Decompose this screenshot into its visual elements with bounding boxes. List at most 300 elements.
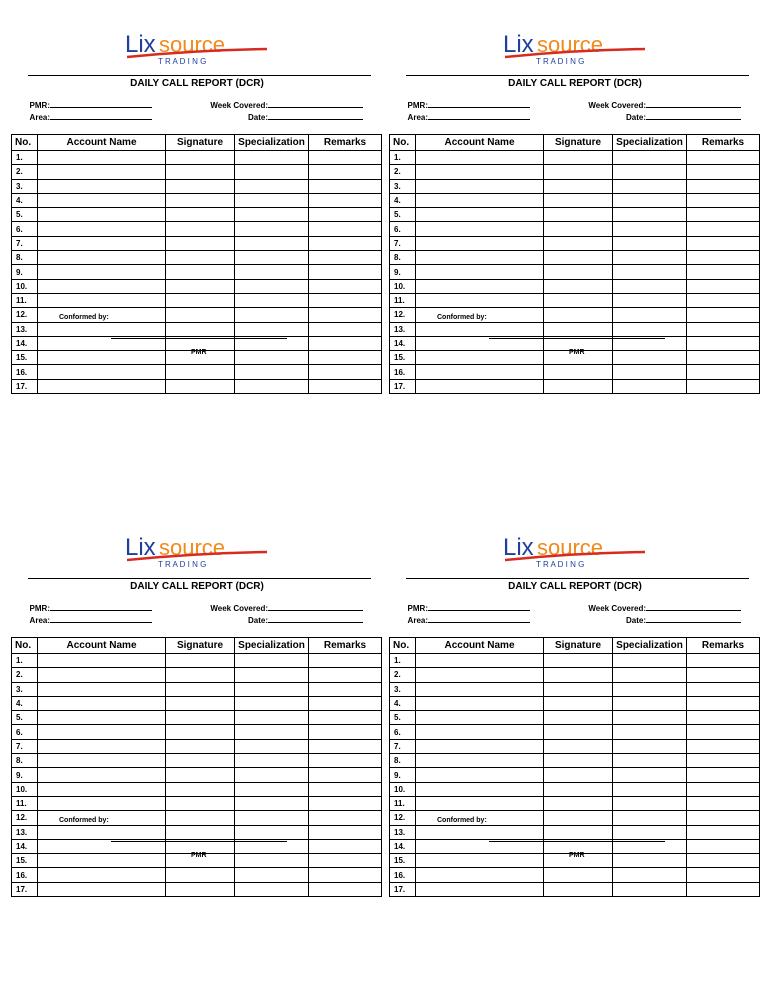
row-number: 6. xyxy=(12,725,38,739)
account-name-cell[interactable] xyxy=(416,365,544,379)
signature-cell[interactable] xyxy=(544,179,613,193)
signature-cell[interactable] xyxy=(166,825,235,839)
signature-cell[interactable] xyxy=(544,193,613,207)
remarks-cell[interactable] xyxy=(309,782,382,796)
signature-cell[interactable] xyxy=(544,711,613,725)
account-name-cell[interactable] xyxy=(38,868,166,882)
signature-cell[interactable] xyxy=(544,725,613,739)
remarks-cell[interactable] xyxy=(687,711,760,725)
date-field[interactable] xyxy=(585,113,741,122)
account-name-cell[interactable] xyxy=(38,179,166,193)
signature-cell[interactable] xyxy=(166,739,235,753)
remarks-cell[interactable] xyxy=(687,351,760,365)
signature-cell[interactable] xyxy=(166,179,235,193)
account-name-cell[interactable] xyxy=(416,754,544,768)
table-row xyxy=(390,265,760,279)
remarks-cell[interactable] xyxy=(309,725,382,739)
remarks-cell[interactable] xyxy=(309,868,382,882)
remarks-cell[interactable] xyxy=(687,782,760,796)
signature-cell[interactable] xyxy=(544,668,613,682)
col-header-signature: Signature xyxy=(544,638,613,654)
account-name-cell[interactable] xyxy=(38,711,166,725)
specialization-cell[interactable] xyxy=(235,796,309,810)
pmr-field[interactable] xyxy=(28,101,152,110)
signature-cell[interactable] xyxy=(544,279,613,293)
col-header-no: No. xyxy=(12,135,38,151)
account-name-cell[interactable] xyxy=(38,825,166,839)
signature-cell[interactable] xyxy=(544,236,613,250)
specialization-cell[interactable] xyxy=(613,811,687,825)
account-name-cell[interactable] xyxy=(416,251,544,265)
specialization-cell[interactable] xyxy=(235,782,309,796)
account-name-cell[interactable] xyxy=(416,711,544,725)
account-name-cell[interactable] xyxy=(416,265,544,279)
remarks-cell[interactable] xyxy=(309,222,382,236)
signature-cell[interactable] xyxy=(544,825,613,839)
account-name-cell[interactable] xyxy=(38,165,166,179)
signature-cell[interactable] xyxy=(544,151,613,165)
remarks-cell[interactable] xyxy=(309,668,382,682)
table-row xyxy=(390,782,760,796)
signature-cell[interactable] xyxy=(166,379,235,393)
account-name-cell[interactable] xyxy=(416,696,544,710)
remarks-cell[interactable] xyxy=(309,854,382,868)
remarks-cell[interactable] xyxy=(309,208,382,222)
signature-cell[interactable] xyxy=(544,222,613,236)
remarks-cell[interactable] xyxy=(309,336,382,350)
signature-cell[interactable] xyxy=(166,811,235,825)
signature-cell[interactable] xyxy=(166,682,235,696)
remarks-cell[interactable] xyxy=(687,696,760,710)
pmr-field[interactable] xyxy=(406,101,530,110)
account-name-cell[interactable] xyxy=(38,293,166,307)
remarks-cell[interactable] xyxy=(687,739,760,753)
specialization-cell[interactable] xyxy=(235,825,309,839)
specialization-cell[interactable] xyxy=(613,293,687,307)
account-name-cell[interactable] xyxy=(416,782,544,796)
signature-cell[interactable] xyxy=(544,365,613,379)
remarks-cell[interactable] xyxy=(687,165,760,179)
signature-cell[interactable] xyxy=(544,782,613,796)
specialization-cell[interactable] xyxy=(613,351,687,365)
remarks-cell[interactable] xyxy=(687,336,760,350)
remarks-cell[interactable] xyxy=(309,754,382,768)
remarks-cell[interactable] xyxy=(687,222,760,236)
remarks-cell[interactable] xyxy=(309,379,382,393)
account-name-cell[interactable] xyxy=(416,379,544,393)
signature-cell[interactable] xyxy=(166,208,235,222)
signature-cell[interactable] xyxy=(166,151,235,165)
remarks-cell[interactable] xyxy=(687,882,760,896)
specialization-cell[interactable] xyxy=(235,151,309,165)
specialization-cell[interactable] xyxy=(235,279,309,293)
pmr-field[interactable] xyxy=(28,604,152,613)
signature-cell[interactable] xyxy=(544,811,613,825)
table-row xyxy=(390,165,760,179)
specialization-cell[interactable] xyxy=(613,151,687,165)
remarks-cell[interactable] xyxy=(687,668,760,682)
signature-cell[interactable] xyxy=(166,193,235,207)
signature-cell[interactable] xyxy=(544,165,613,179)
specialization-cell[interactable] xyxy=(235,222,309,236)
table-row xyxy=(12,711,382,725)
specialization-cell[interactable] xyxy=(613,682,687,696)
remarks-cell[interactable] xyxy=(309,654,382,668)
remarks-cell[interactable] xyxy=(309,711,382,725)
specialization-cell[interactable] xyxy=(613,208,687,222)
specialization-cell[interactable] xyxy=(613,179,687,193)
specialization-cell[interactable] xyxy=(235,293,309,307)
remarks-cell[interactable] xyxy=(687,811,760,825)
account-name-cell[interactable] xyxy=(416,725,544,739)
specialization-cell[interactable] xyxy=(235,365,309,379)
specialization-cell[interactable] xyxy=(235,682,309,696)
signature-cell[interactable] xyxy=(544,293,613,307)
signature-cell[interactable] xyxy=(544,754,613,768)
account-name-cell[interactable] xyxy=(416,179,544,193)
signature-cell[interactable] xyxy=(166,768,235,782)
lixsource-logo xyxy=(389,533,761,569)
account-name-cell[interactable] xyxy=(38,236,166,250)
specialization-cell[interactable] xyxy=(235,251,309,265)
row-number: 3. xyxy=(390,682,416,696)
remarks-cell[interactable] xyxy=(309,279,382,293)
signature-line[interactable] xyxy=(489,338,665,339)
remarks-cell[interactable] xyxy=(309,151,382,165)
signature-cell[interactable] xyxy=(166,696,235,710)
signature-cell[interactable] xyxy=(544,208,613,222)
remarks-cell[interactable] xyxy=(687,193,760,207)
week-covered-field[interactable] xyxy=(585,101,741,110)
lixsource-logo xyxy=(389,30,761,66)
row-number: 16. xyxy=(12,868,38,882)
remarks-cell[interactable] xyxy=(687,379,760,393)
specialization-cell[interactable] xyxy=(613,365,687,379)
specialization-cell[interactable] xyxy=(235,668,309,682)
account-name-cell[interactable] xyxy=(38,322,166,336)
remarks-cell[interactable] xyxy=(309,322,382,336)
remarks-cell[interactable] xyxy=(687,322,760,336)
account-name-cell[interactable] xyxy=(416,351,544,365)
remarks-cell[interactable] xyxy=(687,825,760,839)
area-field[interactable] xyxy=(28,113,152,122)
signature-cell[interactable] xyxy=(166,754,235,768)
remarks-cell[interactable] xyxy=(687,682,760,696)
specialization-cell[interactable] xyxy=(613,782,687,796)
specialization-cell[interactable] xyxy=(613,854,687,868)
table-row xyxy=(390,222,760,236)
signature-cell[interactable] xyxy=(166,711,235,725)
remarks-cell[interactable] xyxy=(687,839,760,853)
specialization-cell[interactable] xyxy=(613,725,687,739)
table-row xyxy=(390,754,760,768)
account-name-cell[interactable] xyxy=(416,854,544,868)
table-header-row xyxy=(390,638,760,654)
area-field[interactable] xyxy=(406,616,530,625)
specialization-cell[interactable] xyxy=(235,854,309,868)
remarks-cell[interactable] xyxy=(309,308,382,322)
account-name-cell[interactable] xyxy=(416,739,544,753)
week-covered-field[interactable] xyxy=(207,101,363,110)
remarks-cell[interactable] xyxy=(309,365,382,379)
row-number: 16. xyxy=(12,365,38,379)
remarks-cell[interactable] xyxy=(309,351,382,365)
signature-cell[interactable] xyxy=(166,251,235,265)
remarks-cell[interactable] xyxy=(687,293,760,307)
remarks-cell[interactable] xyxy=(687,654,760,668)
specialization-cell[interactable] xyxy=(613,251,687,265)
account-name-cell[interactable] xyxy=(416,293,544,307)
account-name-cell[interactable] xyxy=(416,682,544,696)
account-name-cell[interactable] xyxy=(416,279,544,293)
signature-cell[interactable] xyxy=(166,222,235,236)
account-name-cell[interactable] xyxy=(38,279,166,293)
account-name-cell[interactable] xyxy=(38,754,166,768)
specialization-cell[interactable] xyxy=(613,711,687,725)
account-name-cell[interactable] xyxy=(416,768,544,782)
remarks-cell[interactable] xyxy=(309,796,382,810)
table-row xyxy=(390,293,760,307)
signature-cell[interactable] xyxy=(544,796,613,810)
week-covered-field[interactable] xyxy=(585,604,741,613)
specialization-cell[interactable] xyxy=(613,379,687,393)
specialization-cell[interactable] xyxy=(613,668,687,682)
week-covered-field[interactable] xyxy=(207,604,363,613)
remarks-cell[interactable] xyxy=(309,682,382,696)
account-name-cell[interactable] xyxy=(38,251,166,265)
specialization-cell[interactable] xyxy=(235,811,309,825)
signature-cell[interactable] xyxy=(166,668,235,682)
specialization-cell[interactable] xyxy=(613,825,687,839)
signature-cell[interactable] xyxy=(544,882,613,896)
account-name-cell[interactable] xyxy=(38,222,166,236)
specialization-cell[interactable] xyxy=(235,711,309,725)
specialization-cell[interactable] xyxy=(235,754,309,768)
specialization-cell[interactable] xyxy=(613,739,687,753)
row-number: 7. xyxy=(390,236,416,250)
specialization-cell[interactable] xyxy=(235,882,309,896)
account-name-cell[interactable] xyxy=(416,208,544,222)
specialization-cell[interactable] xyxy=(235,308,309,322)
remarks-cell[interactable] xyxy=(687,754,760,768)
area-field[interactable] xyxy=(28,616,152,625)
specialization-cell[interactable] xyxy=(613,165,687,179)
row-number: 16. xyxy=(390,868,416,882)
signature-cell[interactable] xyxy=(166,165,235,179)
account-name-cell[interactable] xyxy=(416,165,544,179)
date-field[interactable] xyxy=(207,616,363,625)
remarks-cell[interactable] xyxy=(687,179,760,193)
specialization-cell[interactable] xyxy=(613,322,687,336)
week-covered-label: Week Covered: xyxy=(588,101,646,110)
signature-cell[interactable] xyxy=(166,725,235,739)
account-name-cell[interactable] xyxy=(38,854,166,868)
remarks-cell[interactable] xyxy=(687,868,760,882)
remarks-cell[interactable] xyxy=(687,279,760,293)
signature-cell[interactable] xyxy=(166,322,235,336)
account-name-cell[interactable] xyxy=(416,151,544,165)
account-name-cell[interactable] xyxy=(38,365,166,379)
specialization-cell[interactable] xyxy=(235,265,309,279)
remarks-cell[interactable] xyxy=(309,882,382,896)
specialization-cell[interactable] xyxy=(235,768,309,782)
specialization-cell[interactable] xyxy=(613,768,687,782)
row-number: 9. xyxy=(12,768,38,782)
pmr-field[interactable] xyxy=(406,604,530,613)
specialization-cell[interactable] xyxy=(235,654,309,668)
signature-cell[interactable] xyxy=(166,279,235,293)
account-name-cell[interactable] xyxy=(38,151,166,165)
specialization-cell[interactable] xyxy=(613,654,687,668)
account-name-cell[interactable] xyxy=(38,782,166,796)
account-name-cell[interactable] xyxy=(416,825,544,839)
remarks-cell[interactable] xyxy=(687,796,760,810)
account-name-cell[interactable] xyxy=(416,654,544,668)
remarks-cell[interactable] xyxy=(309,811,382,825)
account-name-cell[interactable] xyxy=(38,379,166,393)
specialization-cell[interactable] xyxy=(613,236,687,250)
account-name-cell[interactable] xyxy=(38,725,166,739)
table-row xyxy=(390,668,760,682)
signature-cell[interactable] xyxy=(166,868,235,882)
remarks-cell[interactable] xyxy=(687,236,760,250)
date-label: Date: xyxy=(247,616,268,625)
remarks-cell[interactable] xyxy=(309,739,382,753)
signature-cell[interactable] xyxy=(544,696,613,710)
signature-cell[interactable] xyxy=(544,682,613,696)
remarks-cell[interactable] xyxy=(687,151,760,165)
signature-cell[interactable] xyxy=(166,654,235,668)
remarks-cell[interactable] xyxy=(309,193,382,207)
signature-cell[interactable] xyxy=(544,654,613,668)
account-name-cell[interactable] xyxy=(38,739,166,753)
row-number: 4. xyxy=(390,696,416,710)
specialization-cell[interactable] xyxy=(613,882,687,896)
signature-cell[interactable] xyxy=(544,265,613,279)
account-name-cell[interactable] xyxy=(38,265,166,279)
remarks-cell[interactable] xyxy=(687,365,760,379)
remarks-cell[interactable] xyxy=(687,768,760,782)
signature-cell[interactable] xyxy=(166,882,235,896)
signature-cell[interactable] xyxy=(544,308,613,322)
signature-cell[interactable] xyxy=(166,796,235,810)
specialization-cell[interactable] xyxy=(613,265,687,279)
account-name-cell[interactable] xyxy=(38,696,166,710)
specialization-cell[interactable] xyxy=(613,193,687,207)
account-name-cell[interactable] xyxy=(416,868,544,882)
remarks-cell[interactable] xyxy=(309,179,382,193)
specialization-cell[interactable] xyxy=(235,193,309,207)
signature-cell[interactable] xyxy=(544,768,613,782)
remarks-cell[interactable] xyxy=(687,308,760,322)
account-name-cell[interactable] xyxy=(38,193,166,207)
date-field[interactable] xyxy=(207,113,363,122)
remarks-cell[interactable] xyxy=(309,839,382,853)
specialization-cell[interactable] xyxy=(235,351,309,365)
specialization-cell[interactable] xyxy=(235,322,309,336)
remarks-cell[interactable] xyxy=(687,854,760,868)
specialization-cell[interactable] xyxy=(235,379,309,393)
pmr-signature-label: PMR xyxy=(191,852,207,859)
area-field[interactable] xyxy=(406,113,530,122)
specialization-cell[interactable] xyxy=(613,696,687,710)
specialization-cell[interactable] xyxy=(613,754,687,768)
account-name-cell[interactable] xyxy=(38,682,166,696)
row-number: 9. xyxy=(390,265,416,279)
specialization-cell[interactable] xyxy=(235,696,309,710)
signature-cell[interactable] xyxy=(166,236,235,250)
row-number: 4. xyxy=(12,193,38,207)
specialization-cell[interactable] xyxy=(613,868,687,882)
remarks-cell[interactable] xyxy=(309,251,382,265)
signature-cell[interactable] xyxy=(544,322,613,336)
remarks-cell[interactable] xyxy=(309,165,382,179)
remarks-cell[interactable] xyxy=(309,696,382,710)
signature-cell[interactable] xyxy=(544,868,613,882)
account-name-cell[interactable] xyxy=(38,208,166,222)
specialization-cell[interactable] xyxy=(613,222,687,236)
table-row xyxy=(390,868,760,882)
account-name-cell[interactable] xyxy=(38,668,166,682)
remarks-cell[interactable] xyxy=(687,265,760,279)
date-field[interactable] xyxy=(585,616,741,625)
signature-cell[interactable] xyxy=(166,265,235,279)
account-name-cell[interactable] xyxy=(38,882,166,896)
specialization-cell[interactable] xyxy=(613,796,687,810)
specialization-cell[interactable] xyxy=(235,179,309,193)
account-name-cell[interactable] xyxy=(416,796,544,810)
specialization-cell[interactable] xyxy=(235,739,309,753)
specialization-cell[interactable] xyxy=(235,868,309,882)
account-name-cell[interactable] xyxy=(416,193,544,207)
account-name-cell[interactable] xyxy=(416,222,544,236)
remarks-cell[interactable] xyxy=(687,725,760,739)
signature-cell[interactable] xyxy=(544,379,613,393)
remarks-cell[interactable] xyxy=(309,825,382,839)
account-name-cell[interactable] xyxy=(416,236,544,250)
specialization-cell[interactable] xyxy=(613,279,687,293)
account-name-cell[interactable] xyxy=(38,768,166,782)
signature-line[interactable] xyxy=(489,841,665,842)
signature-cell[interactable] xyxy=(166,782,235,796)
specialization-cell[interactable] xyxy=(235,236,309,250)
signature-line[interactable] xyxy=(111,338,287,339)
specialization-cell[interactable] xyxy=(613,308,687,322)
remarks-cell[interactable] xyxy=(309,265,382,279)
signature-cell[interactable] xyxy=(166,365,235,379)
specialization-cell[interactable] xyxy=(235,208,309,222)
signature-cell[interactable] xyxy=(166,308,235,322)
remarks-cell[interactable] xyxy=(309,768,382,782)
remarks-cell[interactable] xyxy=(687,208,760,222)
signature-cell[interactable] xyxy=(166,293,235,307)
account-name-cell[interactable] xyxy=(416,322,544,336)
signature-cell[interactable] xyxy=(544,739,613,753)
signature-line[interactable] xyxy=(111,841,287,842)
account-name-cell[interactable] xyxy=(416,882,544,896)
account-name-cell[interactable] xyxy=(38,796,166,810)
account-name-cell[interactable] xyxy=(38,654,166,668)
remarks-cell[interactable] xyxy=(309,236,382,250)
account-name-cell[interactable] xyxy=(416,668,544,682)
specialization-cell[interactable] xyxy=(235,725,309,739)
account-name-cell[interactable] xyxy=(38,351,166,365)
remarks-cell[interactable] xyxy=(309,293,382,307)
specialization-cell[interactable] xyxy=(235,165,309,179)
table-row xyxy=(12,322,382,336)
signature-cell[interactable] xyxy=(544,251,613,265)
remarks-cell[interactable] xyxy=(687,251,760,265)
